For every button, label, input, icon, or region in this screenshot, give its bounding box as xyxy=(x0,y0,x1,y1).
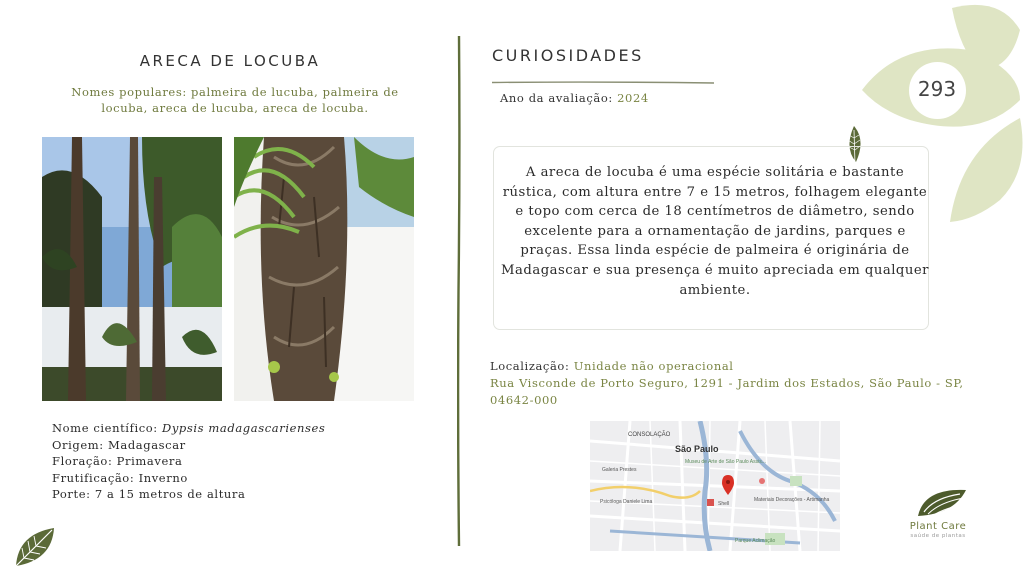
map-label-gallery: Galeria Prestes xyxy=(602,467,637,473)
scientific-name: Nome científico: Dypsis madagascarienses xyxy=(52,421,326,435)
leaf-decoration-icon xyxy=(12,524,58,574)
map-label-consolacao: CONSOLAÇÃO xyxy=(628,432,671,438)
map-label-sao-paulo: São Paulo xyxy=(675,444,719,454)
address: Rua Visconde de Porto Seguro, 1291 - Jardim dos Estados, São Paulo - SP, 04642-000 xyxy=(490,376,964,407)
column-divider xyxy=(457,36,461,546)
brand-tagline: saúde de plantas xyxy=(910,533,966,539)
map-label-parque: Parque Aclimação xyxy=(735,538,776,544)
location-map[interactable] xyxy=(590,421,840,551)
location-status: Localização: Unidade não operacional xyxy=(490,359,734,373)
origin: Origem: Madagascar xyxy=(52,437,186,452)
fruiting: Frutificação: Inverno xyxy=(52,470,188,485)
location-status-value: Unidade não operacional xyxy=(573,359,734,373)
evaluation-year: Ano da avaliação: 2024 xyxy=(500,91,649,105)
evaluation-year-value: 2024 xyxy=(617,91,649,105)
title-underline xyxy=(492,69,714,72)
plant-title: ARECA DE LOCUBA xyxy=(139,52,321,70)
map-label-museu: Museu de Arte de São Paulo Assis... xyxy=(685,459,766,465)
plant-photo-trunk-closeup xyxy=(234,137,414,401)
map-label-materiais: Materiais Decorações - Artimanha xyxy=(754,497,830,503)
popular-names: Nomes populares: palmeira de lucuba, palmeira de locuba, areca de lucuba, areca de locuba. xyxy=(71,85,399,115)
page-number-badge: 293 xyxy=(917,77,957,101)
flowering: Floração: Primavera xyxy=(52,454,183,468)
map-label-shell: Shell xyxy=(718,501,730,507)
description-text: A areca de locuba é uma espécie solitária e bastante rústica, com altura entre 7 e 15 metros, folhagem elegante e topo com cerca de 18 centímetros de diâmetro, sendo excelente para a ornamentação de jardins, parques e praças. Essa linda espécie de palmeira é originária de Madagascar e sua presença é muito apreciada em qualquer ambiente. xyxy=(501,165,929,298)
location-info xyxy=(490,358,990,409)
scientific-name-value: Dypsis madagascarienses xyxy=(162,421,326,435)
section-title: CURIOSIDADES xyxy=(492,46,644,65)
map-label-psicologa: Psicóloga Daniele Lima xyxy=(600,499,653,505)
size: Porte: 7 a 15 metros de altura xyxy=(52,487,246,501)
plant-facts xyxy=(52,420,325,503)
plant-care-logo-icon xyxy=(914,486,970,524)
plant-photo-trunks xyxy=(42,137,222,401)
brand-name: Plant Care xyxy=(909,521,967,532)
